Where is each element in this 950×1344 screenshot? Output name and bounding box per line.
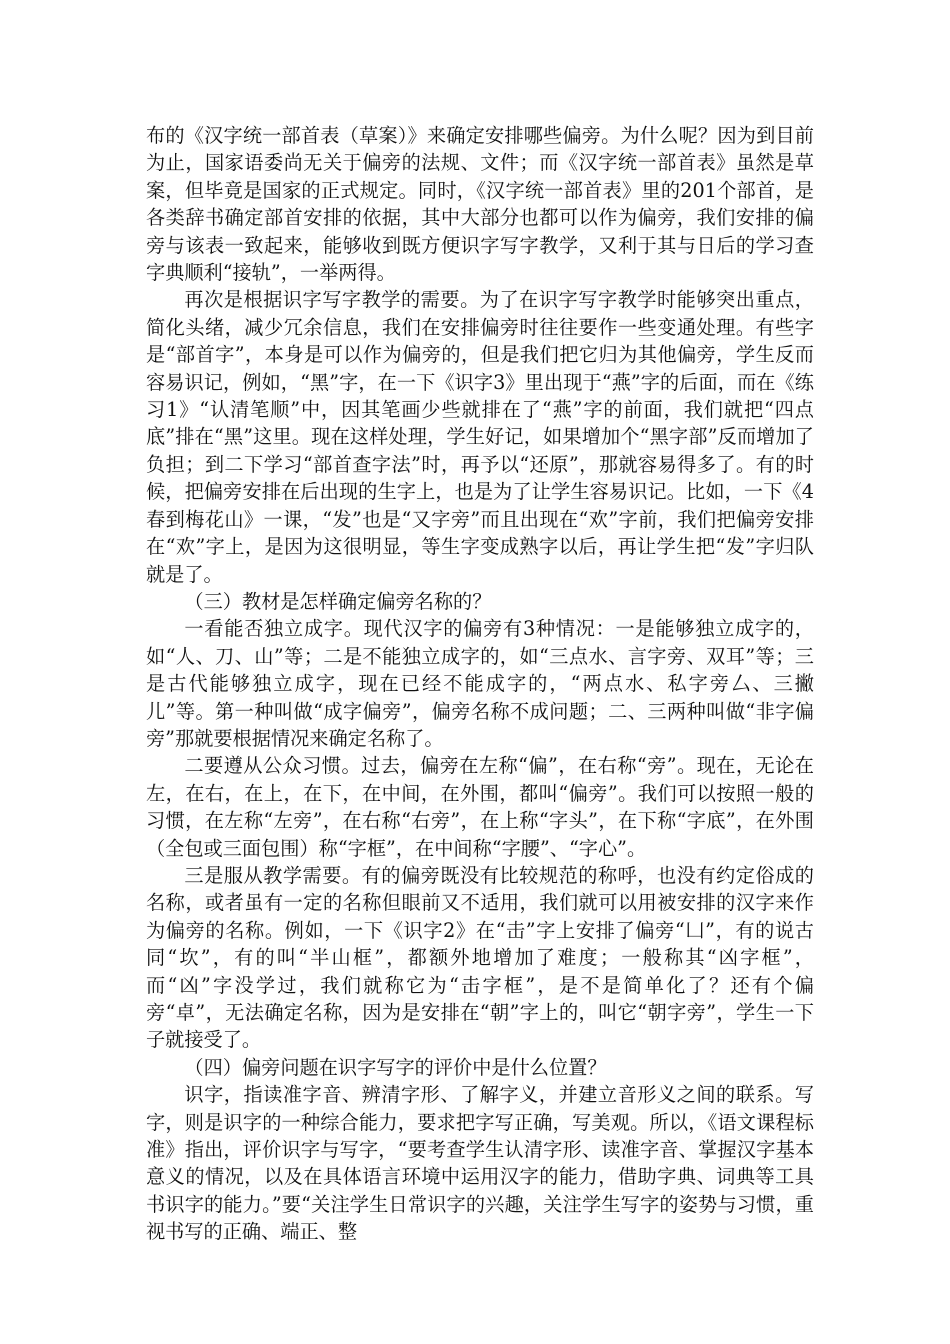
paragraph: 二要遵从公众习惯。过去，偏旁在左称“偏”，在右称“旁”。现在，无论在左，在右，在上，在下，在中间，在外围，都叫“偏旁”。我们可以按照一般的习惯，在左称“左旁”，在右称“右旁”，在上称“字头”，在下称“字底”，在外围（全包或三面包围）称“字框”，在中间称“字腰”、“字心”。: [146, 754, 814, 860]
body-text: [146, 122, 814, 1246]
paragraph: 一看能否独立成字。现代汉字的偏旁有3种情况：一是能够独立成字的，如“人、刀、山”等；二是不能独立成字的，如“三点水、言字旁、双耳”等；三是古代能够独立成字，现在已经不能成字的，“两点水、私字旁厶、三撇儿”等。第一种叫做“成字偏旁”，偏旁名称不成问题；二、三两种叫做“非字偏旁”那就要根据情况来确定名称了。: [146, 617, 814, 750]
paragraph: 三是服从教学需要。有的偏旁既没有比较规范的称呼，也没有约定俗成的名称，或者虽有一定的名称但眼前又不适用，我们就可以用被安排的汉字来作为偏旁的名称。例如，一下《识字2》在“击”字上安排了偏旁“凵”，有的说古同“坎”，有的叫“半山框”，都额外地增加了难度；一般称其“凶字框”，而“凶”字没学过，我们就称它为“击字框”，是不是简单化了？还有个偏旁“卓”，无法确定名称，因为是安排在“朝”字上的，叫它“朝字旁”，学生一下子就接受了。: [146, 863, 814, 1052]
paragraph-continuation: 布的《汉字统一部首表（草案）》来确定安排哪些偏旁。为什么呢？因为到目前为止，国家语委尚无关于偏旁的法规、文件；而《汉字统一部首表》虽然是草案，但毕竟是国家的正式规定。同时，《汉字统一部首表》里的201个部首，是各类辞书确定部首安排的依据，其中大部分也都可以作为偏旁，我们安排的偏旁与该表一致起来，能够收到既方便识字写字教学，又利于其与日后的学习查字典顺利“接轨”，一举两得。: [146, 124, 814, 285]
section-heading: （四）偏旁问题在识字写字的评价中是什么位置？: [184, 1055, 607, 1079]
paragraph: 识字，指读准字音、辨清字形、了解字义，并建立音形义之间的联系。写字，则是识字的一种综合能力，要求把字写正确，写美观。所以，《语文课程标准》指出，评价识字与写字，“要考查学生认清字形、读准字音、掌握汉字基本意义的情况，以及在具体语言环境中运用汉字的能力，借助字典、词典等工具书识字的能力。”要“关注学生日常识字的兴趣，关注学生写字的姿势与习惯，重视书写的正确、端正、整: [146, 1083, 814, 1244]
section-heading: （三）教材是怎样确定偏旁名称的？: [184, 589, 492, 613]
paragraph: 再次是根据识字写字教学的需要。为了在识字写字教学时能够突出重点，简化头绪，减少冗余信息，我们在安排偏旁时往往要作一些变通处理。有些字是“部首字”，本身是可以作为偏旁的，但是我们把它归为其他偏旁，学生反而容易识记，例如，“黑”字，在一下《识字3》里出现于“燕”字的后面，而在《练习1》“认清笔顺”中，因其笔画少些就排在了“燕”字的前面，我们就把“四点底”排在“黑”这里。现在这样处理，学生好记，如果增加个“黑字部”反而增加了负担；到二下学习“部首查字法”时，再予以“还原”，那就容易得多了。有的时候，把偏旁安排在后出现的生字上，也是为了让学生容易识记。比如，一下《4 春到梅花山》一课，“发”也是“又字旁”而且出现在“欢”字前，我们把偏旁安排在“欢”字上，是因为这很明显，等生字变成熟字以后，再让学生把“发”字归队就是了。: [146, 288, 814, 586]
